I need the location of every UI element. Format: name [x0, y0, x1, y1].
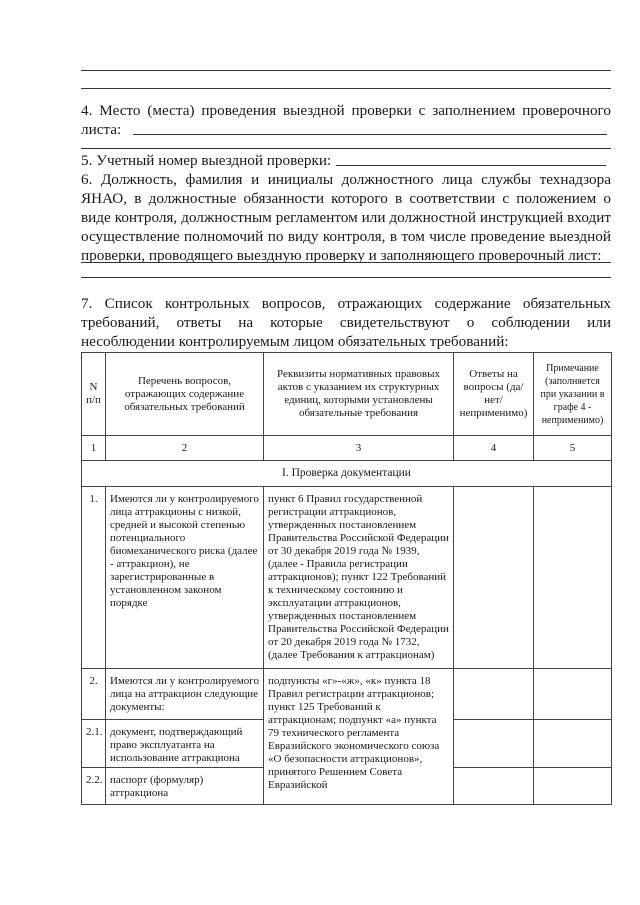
col-number: 2 [106, 436, 264, 461]
table-header-row [82, 353, 612, 436]
row-answer-cell[interactable] [454, 487, 534, 669]
row-question: документ, подтверждающий право эксплуатанта на использование аттракциона [106, 720, 264, 768]
blank-line [81, 88, 611, 89]
header-requisites: Реквизиты нормативных правовых актов с указанием их структурных единиц, которыми установлены обязательные требования [264, 353, 454, 436]
section-4-text: 4. Место (места) проведения выездной проверки с заполнением проверочного листа: [81, 102, 611, 138]
row-num: 1. [82, 487, 106, 669]
row-note-cell[interactable] [534, 487, 612, 669]
col-number: 4 [454, 436, 534, 461]
row-question: паспорт (формуляр) аттракциона [106, 768, 264, 805]
header-num: N п/п [82, 353, 106, 436]
row-answer-cell[interactable] [454, 720, 534, 768]
section-7-text: 7. Список контрольных вопросов, отражающих содержание обязательных требований, ответы на которые свидетельствуют о соблюдении или несоблюдении контролируемым лицом обязательных требований: [81, 295, 611, 350]
blank-line [81, 262, 611, 263]
row-requisites: подпункты «г»-«ж», «к» пункта 18 Правил регистрации аттракционов; пункт 125 Требований к аттракционам; подпункт «а» пункта 79 технического регламента Евразийского экономического союза «О безопасности аттракционов», принятого Решением Совета Евразийской [264, 669, 454, 805]
checklist-table [81, 352, 612, 805]
row-note-cell[interactable] [534, 720, 612, 768]
blank-line [81, 277, 611, 278]
blank-line [81, 148, 611, 149]
col-number: 1 [82, 436, 106, 461]
row-requisites: пункт 6 Правил государственной регистрации аттракционов, утвержденных постановлением Правительства Российской Федерации от 30 декабря 2019 года № 1939, (далее - Правила регистрации аттракционов); пункт 122 Требований к техническому состоянию и эксплуатации аттракционов, утвержденных постановлением Правительства Российской Федерации от 20 декабря 2019 года № 1732, (далее Требования к аттракционам) [264, 487, 454, 669]
blank-line [81, 70, 611, 71]
table-section-row [82, 461, 612, 487]
row-num: 2.2. [82, 768, 106, 805]
section-title: I. Проверка документации [82, 461, 612, 487]
col-number: 5 [534, 436, 612, 461]
row-note-cell[interactable] [534, 768, 612, 805]
row-question: Имеются ли у контролируемого лица на аттракцион следующие документы: [106, 669, 264, 720]
row-answer-cell[interactable] [454, 669, 534, 720]
table-row [82, 487, 612, 669]
header-answers: Ответы на вопросы (да/нет/ неприменимо) [454, 353, 534, 436]
row-answer-cell[interactable] [454, 768, 534, 805]
table-numbering-row [82, 436, 612, 461]
row-num: 2. [82, 669, 106, 720]
section-6-text: 6. Должность, фамилия и инициалы должностного лица службы технадзора ЯНАО, в должностные обязанности которого в соответствии с положением о виде контроля, должностным регламентом или должностной инструкцией входит осуществление полномочий по виду контроля, в том числе проведение выездной проверки, проводящего выездную проверку и заполняющего проверочный лист: [81, 171, 611, 264]
header-questions: Перечень вопросов, отражающих содержание обязательных требований [106, 353, 264, 436]
section-4-fill-line[interactable] [133, 134, 607, 135]
table-row [82, 669, 612, 720]
header-note: Примечание (заполняется при указании в графе 4 - неприменимо) [534, 353, 612, 436]
row-num: 2.1. [82, 720, 106, 768]
row-note-cell[interactable] [534, 669, 612, 720]
section-5-text: 5. Учетный номер выездной проверки: [81, 152, 332, 169]
col-number: 3 [264, 436, 454, 461]
section-5-fill-line[interactable] [336, 165, 606, 166]
row-question: Имеются ли у контролируемого лица аттракционы с низкой, средней и высокой степенью потенциального биомеханического риска (далее - аттракцион), не зарегистрированные в установленном законом порядке [106, 487, 264, 669]
